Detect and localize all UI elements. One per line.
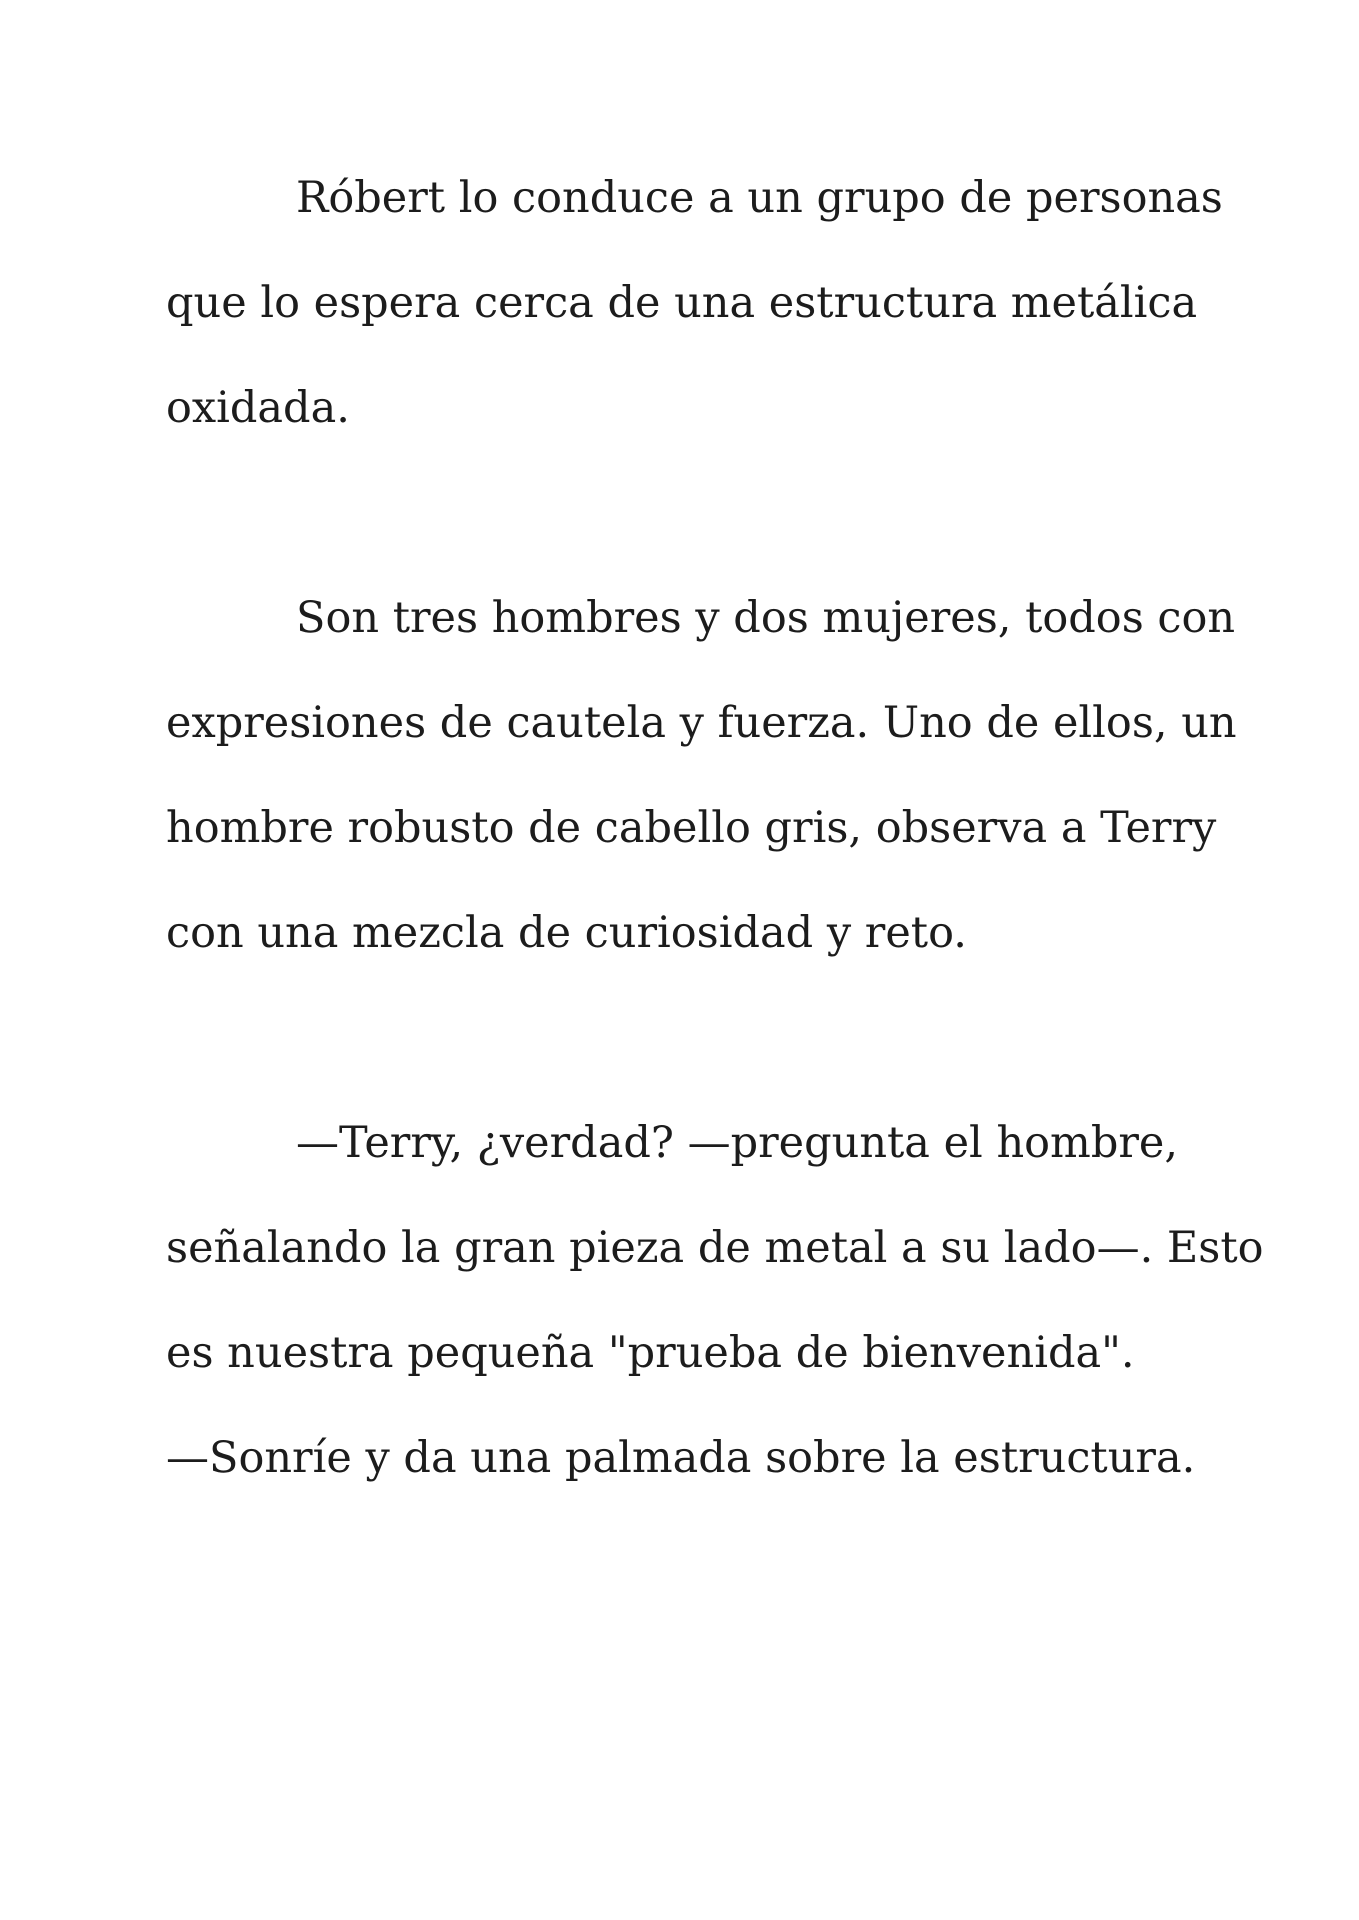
paragraph-line: que lo espera cerca de una estructura metálica: [166, 278, 1198, 328]
paragraph-line: señalando la gran pieza de metal a su lado—. Esto: [166, 1223, 1264, 1273]
paragraph-line: Róbert lo conduce a un grupo de personas: [296, 173, 1223, 223]
paragraph-line: —Sonríe y da una palmada sobre la estructura.: [166, 1433, 1196, 1483]
paragraph-line: hombre robusto de cabello gris, observa a Terry: [166, 803, 1217, 853]
paragraph-line: con una mezcla de curiosidad y reto.: [166, 908, 967, 958]
paragraph-line: —Terry, ¿verdad? —pregunta el hombre,: [296, 1118, 1179, 1168]
paragraph-line: expresiones de cautela y fuerza. Uno de ellos, un: [166, 698, 1237, 748]
paragraph-line: oxidada.: [166, 383, 350, 433]
paragraph-line: Son tres hombres y dos mujeres, todos con: [296, 593, 1236, 643]
paragraph-line: es nuestra pequeña "prueba de bienvenida".: [166, 1328, 1135, 1378]
